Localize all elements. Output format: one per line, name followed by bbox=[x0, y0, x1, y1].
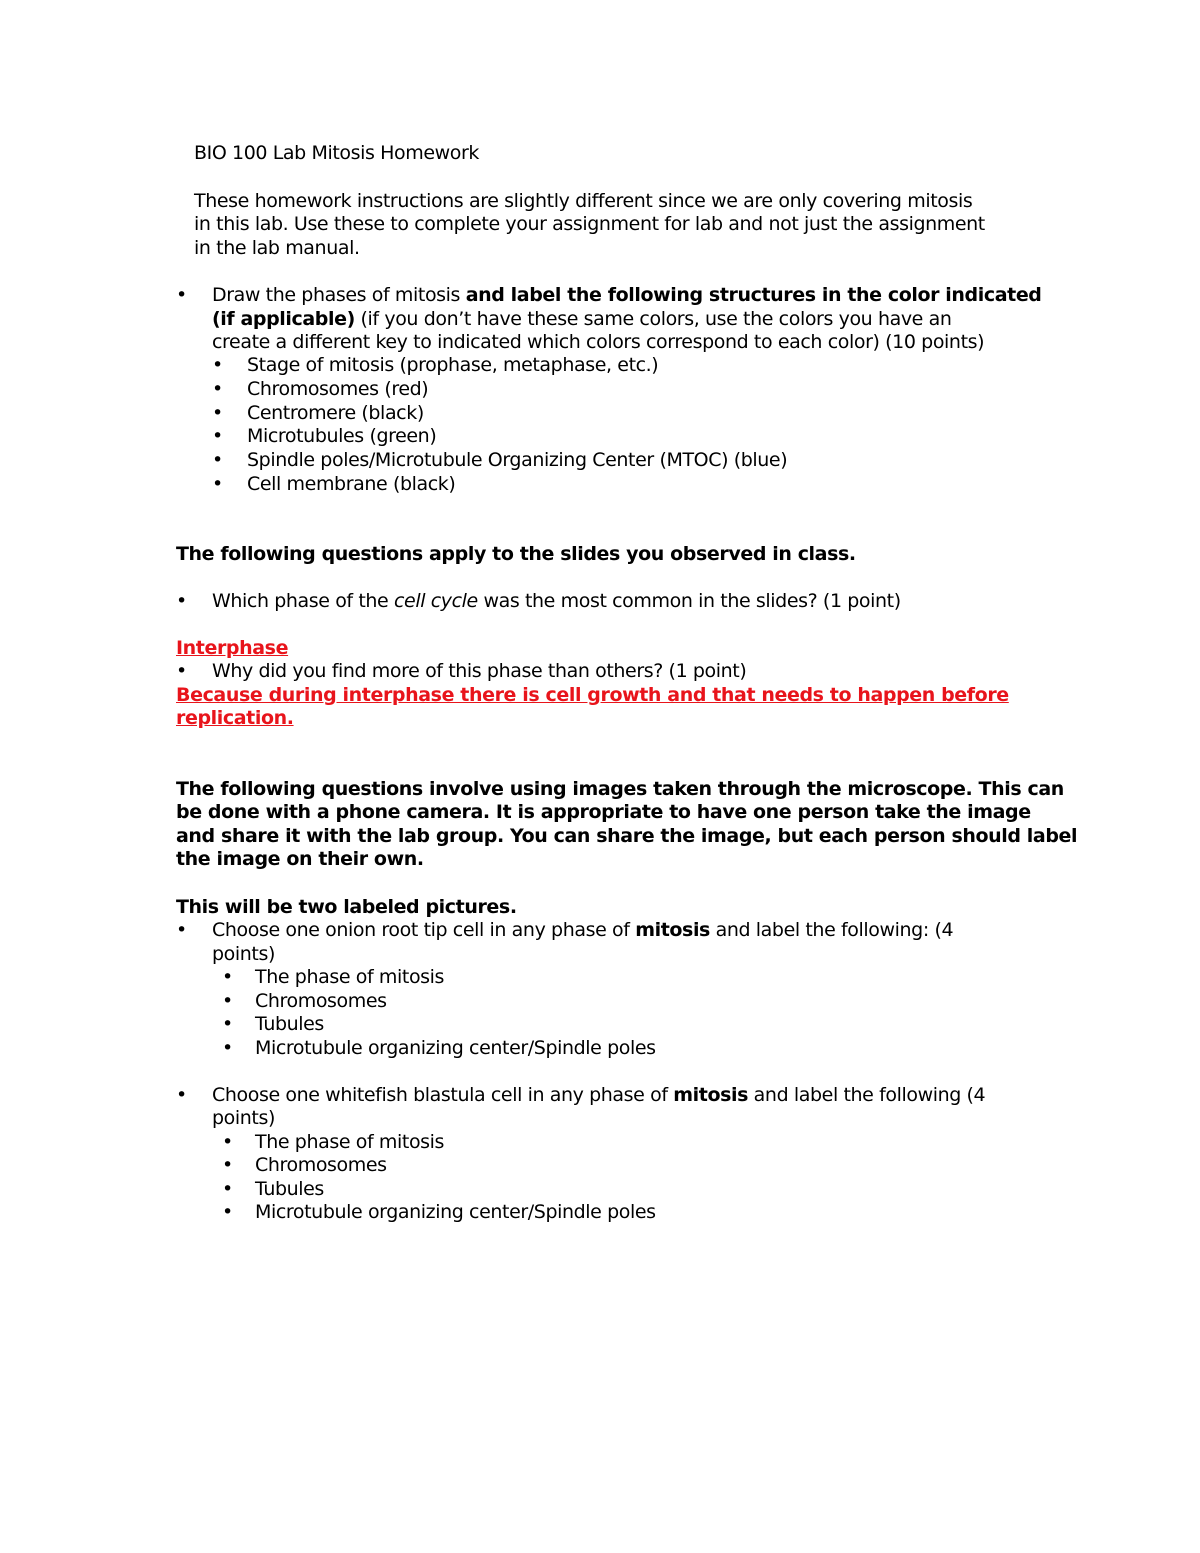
micro-line-4: the image on their own. bbox=[176, 848, 424, 870]
draw-item: Centromere (black) bbox=[247, 402, 424, 424]
bullet-icon: • bbox=[176, 1084, 188, 1106]
whitefish-line-1-part-c: and label the following (4 bbox=[748, 1084, 986, 1106]
draw-item: Cell membrane (black) bbox=[247, 473, 456, 495]
bullet-icon: • bbox=[176, 919, 188, 941]
draw-item: Spindle poles/Microtubule Organizing Center (MTOC) (blue) bbox=[247, 449, 788, 471]
whitefish-line-2: points) bbox=[212, 1107, 275, 1129]
whitefish-item: Tubules bbox=[255, 1178, 324, 1200]
sub-bullet-icon: • bbox=[222, 1013, 234, 1035]
whitefish-line-1 bbox=[212, 1083, 985, 1107]
sub-bullet-icon: • bbox=[212, 378, 224, 400]
document-title: BIO 100 Lab Mitosis Homework bbox=[194, 142, 480, 164]
whitefish-item: Microtubule organizing center/Spindle poles bbox=[255, 1201, 656, 1223]
onion-line-1 bbox=[212, 918, 953, 942]
whitefish-line-1-part-a: Choose one whitefish blastula cell in any phase of bbox=[212, 1084, 674, 1106]
onion-item: Tubules bbox=[255, 1013, 324, 1035]
intro-line-1: These homework instructions are slightly different since we are only covering mitosis bbox=[194, 190, 973, 212]
draw-line-1-plain: Draw the phases of mitosis bbox=[212, 284, 466, 306]
draw-line-1 bbox=[212, 283, 1042, 307]
micro-line-3: and share it with the lab group. You can share the image, but each person should label bbox=[176, 825, 1078, 847]
bullet-icon: • bbox=[176, 660, 188, 682]
sub-bullet-icon: • bbox=[222, 1037, 234, 1059]
onion-line-1-part-c: and label the following: (4 bbox=[709, 919, 954, 941]
micro-line-2: be done with a phone camera. It is appropriate to have one person take the image bbox=[176, 801, 1031, 823]
bullet-icon: • bbox=[176, 590, 188, 612]
question-1-part-a: Which phase of the bbox=[212, 590, 394, 612]
sub-bullet-icon: • bbox=[222, 966, 234, 988]
draw-item: Stage of mitosis (prophase, metaphase, etc.) bbox=[247, 354, 659, 376]
two-pictures-heading: This will be two labeled pictures. bbox=[176, 896, 517, 918]
draw-line-2-plain: (if you don’t have these same colors, use the colors you have an bbox=[354, 308, 952, 330]
micro-line-1: The following questions involve using images taken through the microscope. This can bbox=[176, 778, 1064, 800]
answer-2-line-2: replication. bbox=[176, 707, 294, 729]
draw-item: Chromosomes (red) bbox=[247, 378, 429, 400]
whitefish-line-1-bold: mitosis bbox=[673, 1084, 749, 1106]
question-1-part-c: was the most common in the slides? (1 point) bbox=[477, 590, 901, 612]
bullet-icon: • bbox=[176, 284, 188, 306]
question-2: Why did you find more of this phase than others? (1 point) bbox=[212, 660, 747, 682]
sub-bullet-icon: • bbox=[212, 354, 224, 376]
sub-bullet-icon: • bbox=[212, 402, 224, 424]
sub-bullet-icon: • bbox=[222, 1178, 234, 1200]
onion-item: Chromosomes bbox=[255, 990, 387, 1012]
whitefish-item: Chromosomes bbox=[255, 1154, 387, 1176]
whitefish-item: The phase of mitosis bbox=[255, 1131, 445, 1153]
sub-bullet-icon: • bbox=[212, 425, 224, 447]
answer-1: Interphase bbox=[176, 637, 289, 659]
sub-bullet-icon: • bbox=[212, 473, 224, 495]
intro-line-3: in the lab manual. bbox=[194, 237, 360, 259]
draw-line-3: create a different key to indicated which colors correspond to each color) (10 points) bbox=[212, 331, 985, 353]
sub-bullet-icon: • bbox=[222, 1154, 234, 1176]
draw-item: Microtubules (green) bbox=[247, 425, 437, 447]
sub-bullet-icon: • bbox=[222, 990, 234, 1012]
sub-bullet-icon: • bbox=[222, 1131, 234, 1153]
intro-line-2: in this lab. Use these to complete your assignment for lab and not just the assignment bbox=[194, 213, 985, 235]
draw-line-2 bbox=[212, 307, 952, 331]
onion-item: The phase of mitosis bbox=[255, 966, 445, 988]
sub-bullet-icon: • bbox=[212, 449, 224, 471]
question-1-emphasis: cell cycle bbox=[393, 590, 478, 612]
draw-line-2-bold: (if applicable) bbox=[212, 308, 355, 330]
draw-line-1-bold: and label the following structures in the color indicated bbox=[465, 284, 1042, 306]
onion-line-1-bold: mitosis bbox=[635, 919, 710, 941]
onion-item: Microtubule organizing center/Spindle poles bbox=[255, 1037, 656, 1059]
question-1 bbox=[212, 589, 901, 613]
sub-bullet-icon: • bbox=[222, 1201, 234, 1223]
onion-line-2: points) bbox=[212, 943, 275, 965]
answer-2-line-1: Because during interphase there is cell growth and that needs to happen before bbox=[176, 684, 1009, 706]
onion-line-1-part-a: Choose one onion root tip cell in any phase of bbox=[212, 919, 636, 941]
slides-heading: The following questions apply to the slides you observed in class. bbox=[176, 543, 856, 565]
